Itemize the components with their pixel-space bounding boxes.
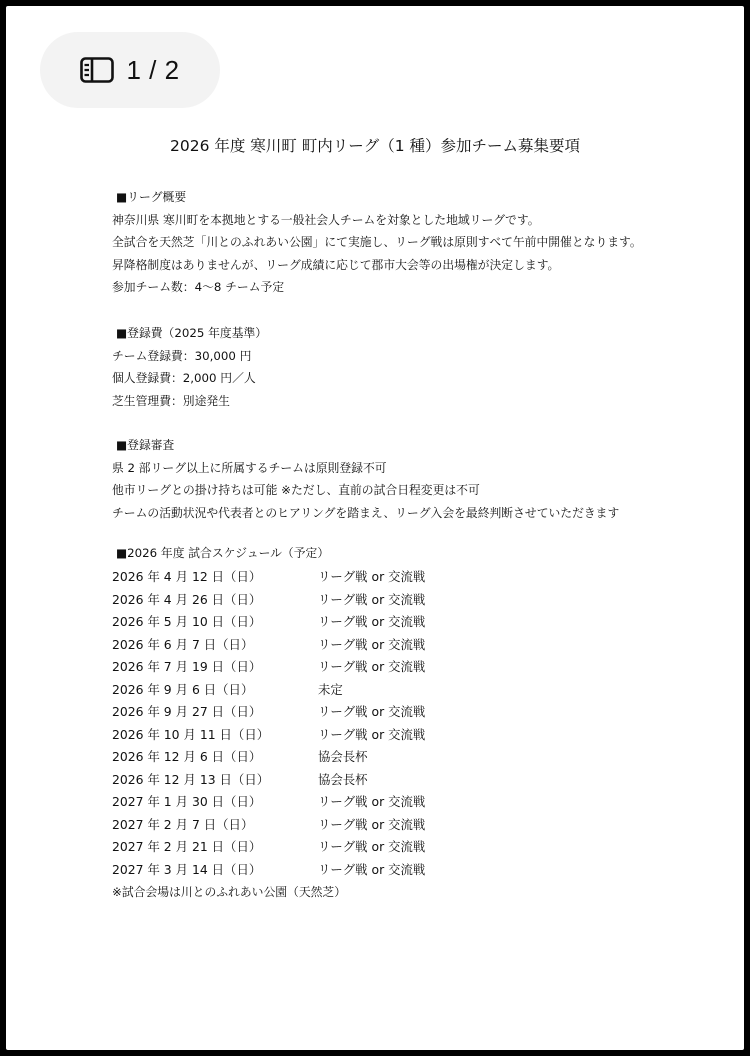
- text-line: 個人登録費：2,000 円／人: [112, 371, 256, 385]
- schedule-row: [112, 814, 612, 837]
- schedule-heading-block: [112, 542, 329, 565]
- text-line: チームの活動状況や代表者とのヒアリングを踏まえ、リーグ入会を最終判断させていただきます: [112, 505, 620, 520]
- schedule-row: [112, 566, 612, 589]
- schedule-type: リーグ戦 or 交流戦: [318, 614, 426, 629]
- sidebar-panel-icon[interactable]: [80, 57, 114, 83]
- section-fees: [112, 322, 267, 412]
- schedule-type: 未定: [318, 681, 343, 697]
- schedule-type: リーグ戦 or 交流戦: [318, 659, 426, 674]
- schedule-date: 2026 年 4 月 26 日（日）: [112, 591, 262, 607]
- schedule-type: 協会長杯: [318, 749, 368, 764]
- section-heading: ■2026 年度 試合スケジュール（予定）: [116, 546, 330, 560]
- schedule-row: [112, 701, 612, 724]
- schedule-date: 2026 年 9 月 6 日（日）: [112, 681, 254, 697]
- schedule-date: 2026 年 7 月 19 日（日）: [112, 659, 262, 674]
- schedule-date: 2026 年 6 月 7 日（日）: [112, 636, 254, 652]
- section-heading: ■リーグ概要: [116, 190, 187, 204]
- schedule-type: リーグ戦 or 交流戦: [318, 816, 426, 832]
- schedule-row: [112, 746, 612, 769]
- schedule-type: リーグ戦 or 交流戦: [318, 569, 426, 584]
- schedule-date: 2027 年 1 月 30 日（日）: [112, 794, 262, 809]
- schedule-row: [112, 679, 612, 702]
- section-review: [112, 434, 619, 524]
- schedule-date: 2026 年 4 月 12 日（日）: [112, 569, 262, 584]
- schedule-type: リーグ戦 or 交流戦: [318, 839, 426, 854]
- text-line: チーム登録費：30,000 円: [112, 348, 252, 363]
- schedule-row: [112, 656, 612, 679]
- schedule-type: リーグ戦 or 交流戦: [318, 636, 426, 652]
- page-counter: 1 / 2: [126, 54, 180, 85]
- schedule-row: [112, 791, 612, 814]
- schedule-row: [112, 859, 612, 882]
- text-line: 参加チーム数：4〜8 チーム予定: [112, 280, 285, 294]
- schedule-date: 2027 年 2 月 7 日（日）: [112, 816, 254, 832]
- section-heading: ■登録費（2025 年度基準）: [116, 326, 268, 340]
- text-line: 他市リーグとの掛け持ちは可能 ※ただし、直前の試合日程変更は不可: [112, 483, 480, 497]
- venue-note: ※試合会場は川とのふれあい公園（天然芝）: [112, 885, 347, 899]
- document-title: 2026 年度 寒川町 町内リーグ（1 種）参加チーム募集要項: [169, 137, 581, 155]
- section-overview: [112, 186, 642, 299]
- schedule-row: [112, 724, 612, 747]
- schedule-row: [112, 611, 612, 634]
- schedule-type: 協会長杯: [318, 771, 368, 787]
- text-line: 神奈川県 寒川町を本拠地とする一般社会人チームを対象とした地域リーグです。: [112, 212, 540, 227]
- schedule-type: リーグ戦 or 交流戦: [318, 726, 426, 742]
- schedule-table: [112, 566, 612, 881]
- schedule-row: [112, 589, 612, 612]
- schedule-row: [112, 634, 612, 657]
- schedule-date: 2027 年 2 月 21 日（日）: [112, 839, 262, 854]
- schedule-date: 2026 年 9 月 27 日（日）: [112, 704, 262, 719]
- schedule-date: 2027 年 3 月 14 日（日）: [112, 861, 262, 877]
- schedule-row: [112, 769, 612, 792]
- schedule-row: [112, 836, 612, 859]
- text-line: 県 2 部リーグ以上に所属するチームは原則登録不可: [112, 460, 387, 475]
- schedule-type: リーグ戦 or 交流戦: [318, 861, 426, 877]
- schedule-date: 2026 年 10 月 11 日（日）: [112, 726, 270, 742]
- schedule-type: リーグ戦 or 交流戦: [318, 704, 426, 719]
- schedule-date: 2026 年 5 月 10 日（日）: [112, 614, 262, 629]
- schedule-date: 2026 年 12 月 6 日（日）: [112, 749, 262, 764]
- text-line: 昇降格制度はありませんが、リーグ成績に応じて郡市大会等の出場権が決定します。: [112, 257, 560, 272]
- schedule-type: リーグ戦 or 交流戦: [318, 591, 426, 607]
- schedule-date: 2026 年 12 月 13 日（日）: [112, 771, 270, 787]
- text-line: 芝生管理費：別途発生: [112, 393, 230, 408]
- section-heading: ■登録審査: [116, 438, 175, 452]
- page-indicator[interactable]: [40, 32, 220, 108]
- document-page: [6, 6, 744, 1050]
- text-line: 全試合を天然芝「川とのふれあい公園」にて実施し、リーグ戦は原則すべて午前中開催となります。: [112, 235, 642, 249]
- schedule-type: リーグ戦 or 交流戦: [318, 794, 426, 809]
